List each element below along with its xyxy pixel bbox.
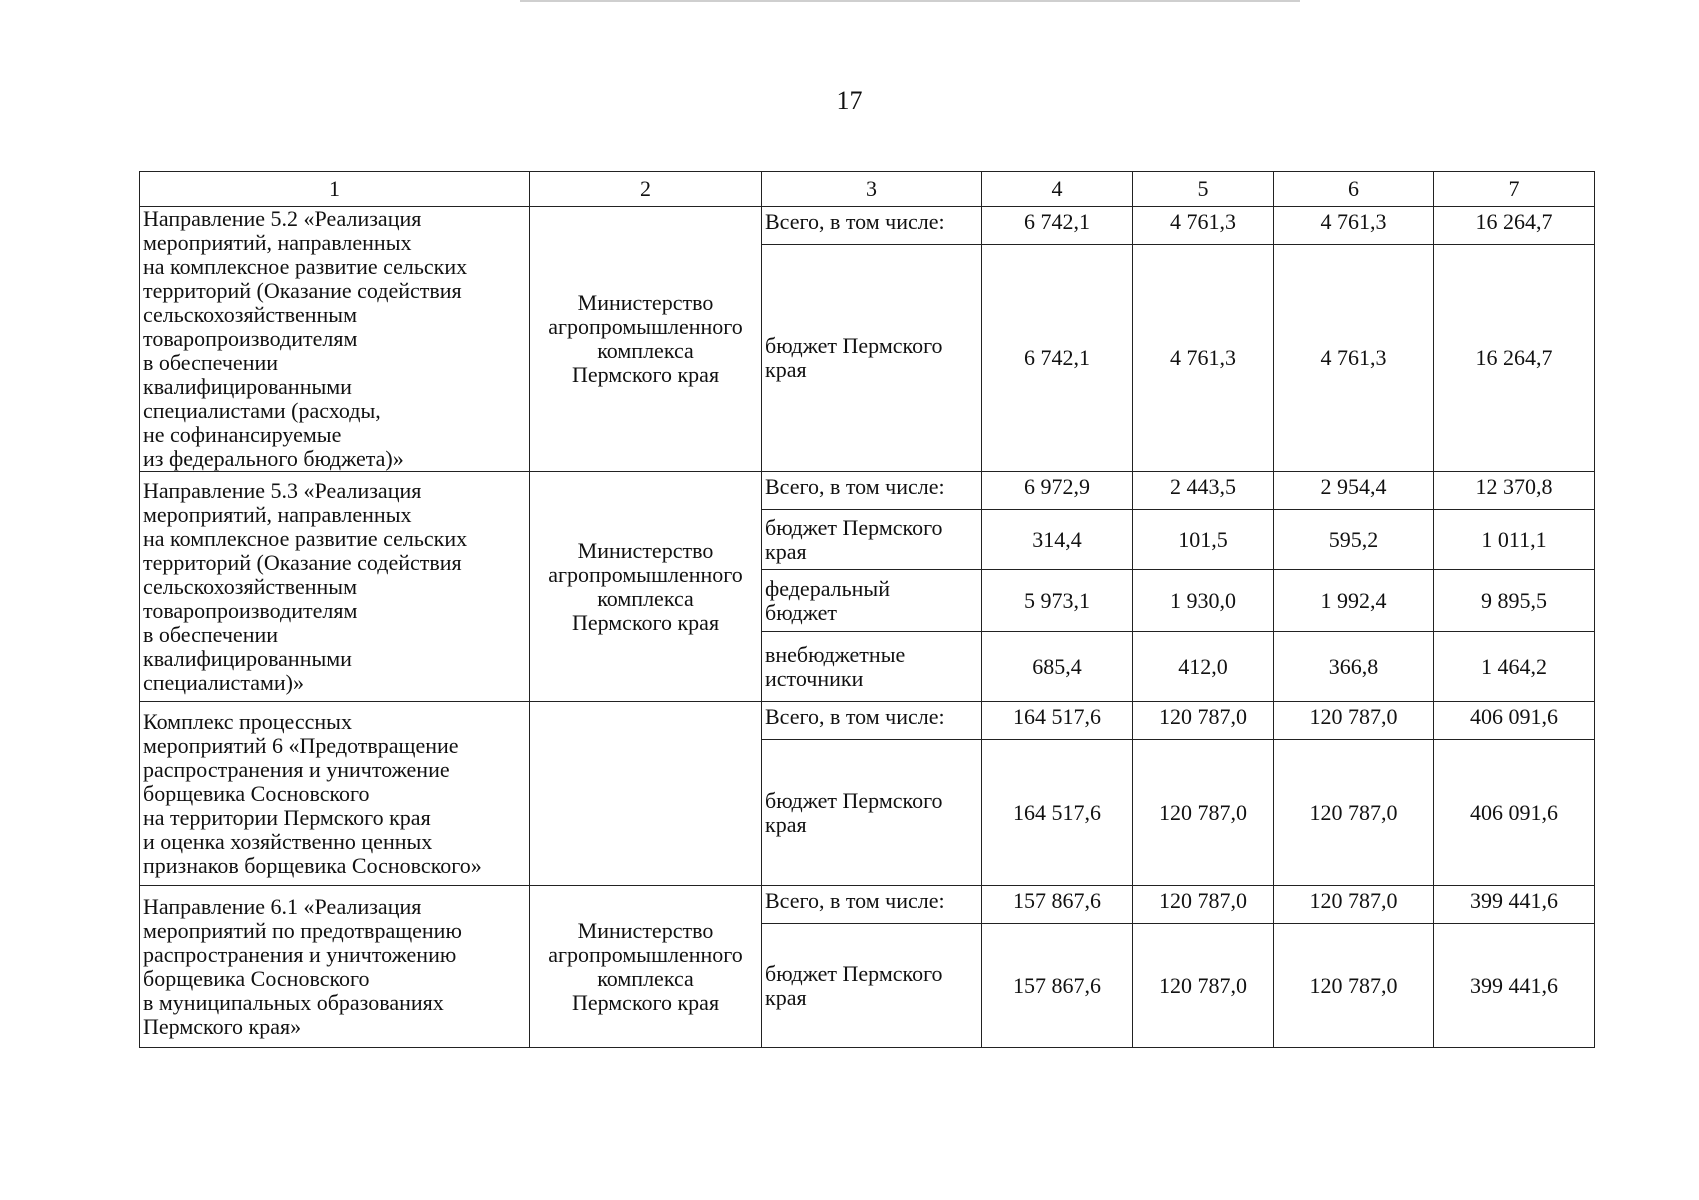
value-cell: 6 972,9 — [982, 472, 1133, 510]
text-line: агропромышленного — [548, 941, 743, 967]
text-line: специалистами (расходы, — [143, 398, 381, 423]
text-line: в обеспечении — [143, 621, 279, 647]
text-line: Министерство — [577, 290, 714, 315]
value-cell: 1 011,1 — [1434, 510, 1595, 570]
text-line: мероприятий по предотвращению — [143, 917, 462, 943]
value-cell: 101,5 — [1133, 510, 1274, 570]
measure-name-cell — [140, 702, 530, 886]
value-cell: 399 441,6 — [1434, 886, 1595, 924]
text-line: бюджет Пермского — [765, 333, 943, 359]
column-header: 2 — [530, 172, 762, 207]
text-line: Комплекс процессных — [143, 708, 352, 734]
value-cell: 1 992,4 — [1274, 570, 1434, 632]
value-cell: 2 443,5 — [1133, 472, 1274, 510]
text-line: комплекса — [597, 585, 694, 611]
text-line: Министерство — [577, 537, 714, 563]
value-cell: 6 742,1 — [982, 207, 1133, 245]
text-line: края — [765, 984, 807, 1010]
text-line: и оценка хозяйственно ценных — [143, 828, 433, 854]
source-cell — [762, 740, 982, 886]
text-line: квалифицированными — [143, 374, 352, 399]
text-line: Всего, в том числе: — [765, 704, 945, 729]
value-cell: 6 742,1 — [982, 245, 1133, 472]
value-cell: 406 091,6 — [1434, 740, 1595, 886]
text-line: источники — [765, 665, 864, 691]
text-line: Пермского края — [571, 989, 720, 1015]
text-line: внебюджетные — [765, 641, 906, 667]
text-line: территорий (Оказание содействия — [143, 278, 462, 303]
text-line: комплекса — [597, 338, 694, 363]
value-cell: 1 464,2 — [1434, 632, 1595, 702]
source-cell — [762, 924, 982, 1048]
table-row — [140, 886, 1595, 924]
value-cell: 120 787,0 — [1133, 702, 1274, 740]
text-line: на комплексное развитие сельских — [143, 254, 468, 279]
text-line: товаропроизводителям — [143, 326, 358, 351]
text-line: Направление 6.1 «Реализация — [143, 893, 422, 919]
column-header: 5 — [1133, 172, 1274, 207]
text-line: специалистами)» — [143, 669, 304, 695]
source-cell — [762, 245, 982, 472]
text-line: мероприятий, направленных — [143, 230, 412, 255]
value-cell: 157 867,6 — [982, 886, 1133, 924]
value-cell: 4 761,3 — [1274, 245, 1434, 472]
text-line: мероприятий, направленных — [143, 501, 412, 527]
column-header: 3 — [762, 172, 982, 207]
text-line: на территории Пермского края — [143, 804, 431, 830]
table-row — [140, 472, 1595, 510]
value-cell: 412,0 — [1133, 632, 1274, 702]
column-number-row — [140, 172, 1595, 207]
budget-table — [139, 171, 1595, 1048]
text-line: не софинансируемые — [143, 422, 342, 447]
source-cell — [762, 472, 982, 510]
value-cell: 685,4 — [982, 632, 1133, 702]
top-scan-rule — [520, 0, 1300, 2]
value-cell: 406 091,6 — [1434, 702, 1595, 740]
source-cell — [762, 207, 982, 245]
text-line: мероприятий 6 «Предотвращение — [143, 732, 459, 758]
column-header: 6 — [1274, 172, 1434, 207]
text-line: сельскохозяйственным — [143, 573, 357, 599]
value-cell: 157 867,6 — [982, 924, 1133, 1048]
text-line: края — [765, 538, 807, 564]
column-header: 4 — [982, 172, 1133, 207]
text-line: федеральный — [765, 575, 890, 601]
text-line: территорий (Оказание содействия — [143, 549, 462, 575]
source-cell — [762, 702, 982, 740]
table-row — [140, 702, 1595, 740]
text-line: борщевика Сосновского — [143, 965, 370, 991]
page-number: 17 — [836, 86, 863, 115]
text-line: Всего, в том числе: — [765, 888, 945, 913]
value-cell: 164 517,6 — [982, 740, 1133, 886]
responsible-cell-empty — [530, 702, 762, 886]
text-line: агропромышленного — [548, 314, 743, 339]
text-line: Всего, в том числе: — [765, 474, 945, 499]
source-cell — [762, 886, 982, 924]
value-cell: 5 973,1 — [982, 570, 1133, 632]
text-line: бюджет Пермского — [765, 787, 943, 813]
value-cell: 2 954,4 — [1274, 472, 1434, 510]
text-line: Пермского края — [571, 609, 720, 635]
text-line: Пермского края» — [143, 1013, 302, 1039]
column-header: 1 — [140, 172, 530, 207]
text-line: края — [765, 357, 807, 383]
text-line: сельскохозяйственным — [143, 302, 357, 327]
text-line: Министерство — [577, 917, 714, 943]
responsible-cell — [530, 207, 762, 472]
value-cell: 120 787,0 — [1133, 924, 1274, 1048]
text-line: борщевика Сосновского — [143, 780, 370, 806]
responsible-cell — [530, 886, 762, 1048]
text-line: Направление 5.3 «Реализация — [143, 477, 422, 503]
table-row — [140, 207, 1595, 245]
text-line: Всего, в том числе: — [765, 209, 945, 234]
value-cell: 595,2 — [1274, 510, 1434, 570]
responsible-cell — [530, 472, 762, 702]
text-line: на комплексное развитие сельских — [143, 525, 468, 551]
text-line: бюджет — [765, 599, 837, 625]
value-cell: 399 441,6 — [1434, 924, 1595, 1048]
text-line: в обеспечении — [143, 350, 279, 375]
text-line: агропромышленного — [548, 561, 743, 587]
value-cell: 9 895,5 — [1434, 570, 1595, 632]
value-cell: 120 787,0 — [1274, 886, 1434, 924]
source-cell — [762, 632, 982, 702]
measure-name-cell — [140, 886, 530, 1048]
text-line: признаков борщевика Сосновского» — [143, 852, 482, 878]
value-cell: 314,4 — [982, 510, 1133, 570]
value-cell: 120 787,0 — [1274, 702, 1434, 740]
text-line: распространения и уничтожение — [143, 756, 450, 782]
value-cell: 120 787,0 — [1133, 886, 1274, 924]
value-cell: 4 761,3 — [1133, 245, 1274, 472]
text-line: бюджет Пермского — [765, 960, 943, 986]
text-line: края — [765, 811, 807, 837]
source-cell — [762, 510, 982, 570]
text-line: распространения и уничтожению — [143, 941, 457, 967]
value-cell: 1 930,0 — [1133, 570, 1274, 632]
value-cell: 120 787,0 — [1274, 924, 1434, 1048]
source-cell — [762, 570, 982, 632]
text-line: комплекса — [597, 965, 694, 991]
column-header: 7 — [1434, 172, 1595, 207]
measure-name-cell — [140, 207, 530, 472]
measure-name-cell — [140, 472, 530, 702]
value-cell: 366,8 — [1274, 632, 1434, 702]
value-cell: 4 761,3 — [1274, 207, 1434, 245]
value-cell: 164 517,6 — [982, 702, 1133, 740]
value-cell: 120 787,0 — [1274, 740, 1434, 886]
text-line: в муниципальных образованиях — [143, 989, 444, 1015]
text-line: Направление 5.2 «Реализация — [143, 206, 422, 231]
value-cell: 120 787,0 — [1133, 740, 1274, 886]
value-cell: 16 264,7 — [1434, 245, 1595, 472]
text-line: товаропроизводителям — [143, 597, 358, 623]
value-cell: 16 264,7 — [1434, 207, 1595, 245]
text-line: из федерального бюджета)» — [143, 446, 404, 471]
value-cell: 4 761,3 — [1133, 207, 1274, 245]
text-line: Пермского края — [571, 362, 720, 387]
text-line: квалифицированными — [143, 645, 352, 671]
text-line: бюджет Пермского — [765, 514, 943, 540]
value-cell: 12 370,8 — [1434, 472, 1595, 510]
